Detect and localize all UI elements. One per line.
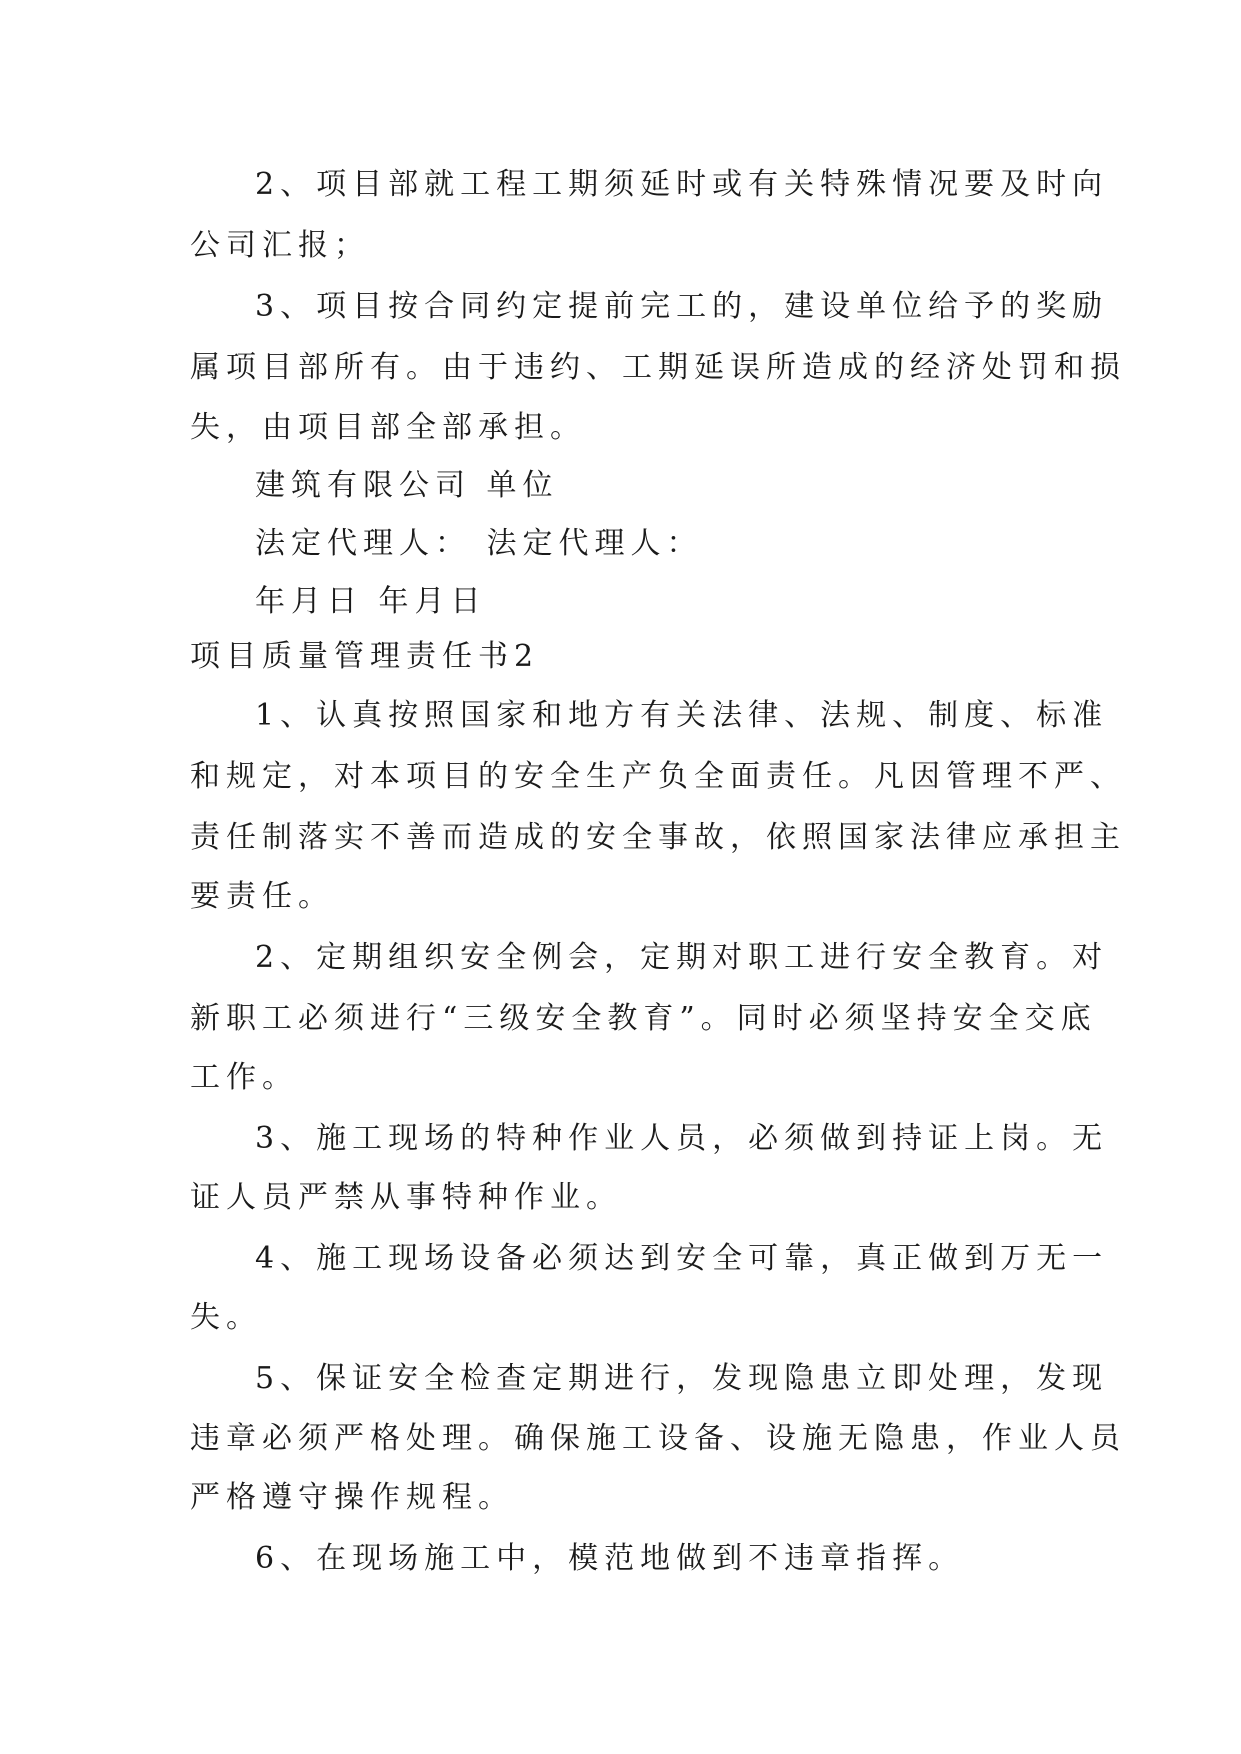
text-line: 工作。 (190, 1060, 298, 1095)
section-title: 项目质量管理责任书2 (190, 639, 540, 674)
text-line: 证人员严禁从事特种作业。 (190, 1180, 622, 1215)
text-line: 3、项目按合同约定提前完工的，建设单位给予的奖励 (255, 289, 1109, 324)
text-line: 新职工必须进行“三级安全教育”。同时必须坚持安全交底 (190, 1001, 1097, 1036)
text-line: 属项目部所有。由于违约、工期延误所造成的经济处罚和损 (190, 350, 1126, 385)
text-line: 责任制落实不善而造成的安全事故，依照国家法律应承担主 (190, 820, 1126, 855)
text-line: 2、项目部就工程工期须延时或有关特殊情况要及时向 (255, 167, 1109, 202)
text-line: 要责任。 (190, 879, 334, 914)
text-line: 5、保证安全检查定期进行，发现隐患立即处理，发现 (255, 1361, 1109, 1396)
text-line: 6、在现场施工中，模范地做到不违章指挥。 (255, 1541, 965, 1576)
text-line: 违章必须严格处理。确保施工设备、设施无隐患，作业人员 (190, 1421, 1126, 1456)
text-line: 失。 (190, 1300, 262, 1335)
text-line: 和规定，对本项目的安全生产负全面责任。凡因管理不严、 (190, 759, 1126, 794)
signatory-line: 法定代理人： 法定代理人： (255, 526, 703, 561)
text-line: 严格遵守操作规程。 (190, 1480, 514, 1515)
text-line: 失，由项目部全部承担。 (190, 410, 586, 445)
text-line: 3、施工现场的特种作业人员，必须做到持证上岗。无 (255, 1121, 1109, 1156)
text-line: 4、施工现场设备必须达到安全可靠，真正做到万无一 (255, 1241, 1109, 1276)
signatory-line: 建筑有限公司 单位 (255, 468, 559, 503)
text-line: 公司汇报； (190, 228, 370, 263)
text-line: 1、认真按照国家和地方有关法律、法规、制度、标准 (255, 698, 1109, 733)
text-line: 2、定期组织安全例会，定期对职工进行安全教育。对 (255, 940, 1109, 975)
date-line: 年月日 年月日 (255, 584, 487, 619)
